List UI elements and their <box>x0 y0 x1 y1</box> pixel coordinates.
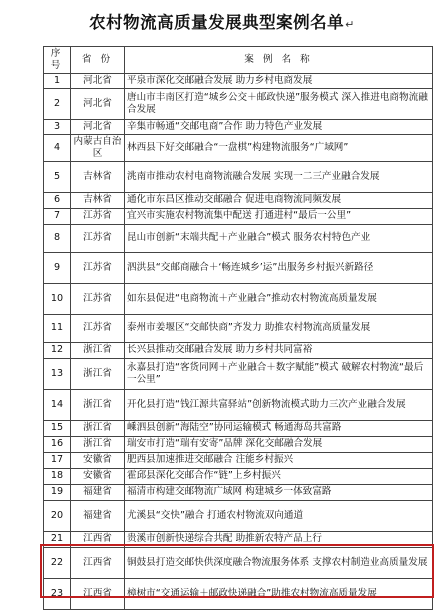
cell-case-name: 嵊泗县创新“海陆空”协同运输模式 畅通海岛共富路 <box>125 420 433 436</box>
cell-case-name: 平泉市深化交邮融合发展 助力乡村电商发展 <box>125 73 433 88</box>
cell-no: 10 <box>44 283 71 314</box>
table-row <box>44 547 433 578</box>
cell-province: 江苏省 <box>71 252 125 283</box>
cell-no: 4 <box>44 134 71 161</box>
cell-province: 吉林省 <box>71 161 125 192</box>
cell-province: 江苏省 <box>71 208 125 224</box>
cell-province: 浙江省 <box>71 436 125 452</box>
cell-no: 20 <box>44 500 71 531</box>
cell-case-name: 通化市东昌区推动交邮融合 促进电商物流同频发展 <box>125 192 433 208</box>
cell-no: 3 <box>44 119 71 134</box>
cell-case-name: 开化县打造“钱江源共富驿站”创新物流模式助力三次产业融合发展 <box>125 389 433 420</box>
cell-province: 安徽省 <box>71 452 125 468</box>
table-row <box>44 161 433 192</box>
cell-province: 吉林省 <box>71 192 125 208</box>
cell-province: 河北省 <box>71 73 125 88</box>
cell-no: 14 <box>44 389 71 420</box>
table-row <box>44 358 433 389</box>
cell-case-name: 铜鼓县打造交邮快供深度融合物流服务体系 支撑农村制造业高质量发展 <box>125 547 433 578</box>
table-row <box>44 208 433 224</box>
cell-province: 江苏省 <box>71 314 125 342</box>
table-row <box>44 224 433 252</box>
cell-province: 福建省 <box>71 500 125 531</box>
cell-case-name: 肥西县加速推进交邮融合 注能乡村振兴 <box>125 452 433 468</box>
cell-no: 6 <box>44 192 71 208</box>
cell-case-name: 唐山市丰南区打造“城乡公交＋邮政快递”服务模式 深入推进电商物流融合发展 <box>125 88 433 119</box>
table-row <box>44 134 433 161</box>
cell-case-name: 泰州市姜堰区“交邮快商”齐发力 助推农村物流高质量发展 <box>125 314 433 342</box>
cell-province: 浙江省 <box>71 420 125 436</box>
cell-case-name: 瑞安市打造“瑞有安寄”品牌 深化交邮融合发展 <box>125 436 433 452</box>
table-row <box>44 436 433 452</box>
cell-province: 浙江省 <box>71 358 125 389</box>
cell-no: 17 <box>44 452 71 468</box>
cell-case-name: 洮南市推动农村电商物流融合发展 实现一二三产业融合发展 <box>125 161 433 192</box>
cell-no: 1 <box>44 73 71 88</box>
cell-province: 安徽省 <box>71 468 125 484</box>
cell-case-name: 霍邱县深化交邮合作“链”上乡村振兴 <box>125 468 433 484</box>
table-row <box>44 389 433 420</box>
table-row <box>44 283 433 314</box>
cell-province: 江西省 <box>71 531 125 547</box>
cell-case-name: 宜兴市实施农村物流集中配送 打通进村“最后一公里” <box>125 208 433 224</box>
table-row <box>44 192 433 208</box>
cell-province: 内蒙古自治区 <box>71 134 125 161</box>
cell-province: 江苏省 <box>71 283 125 314</box>
table-row <box>44 578 433 609</box>
cell-no: 13 <box>44 358 71 389</box>
table-row <box>44 119 433 134</box>
cell-no: 12 <box>44 342 71 358</box>
cell-no: 19 <box>44 484 71 500</box>
cell-case-name: 辛集市畅通“交邮电商”合作 助力特色产业发展 <box>125 119 433 134</box>
cell-province: 浙江省 <box>71 342 125 358</box>
cell-no: 9 <box>44 252 71 283</box>
table-body <box>44 73 433 609</box>
cell-no: 21 <box>44 531 71 547</box>
cell-case-name: 长兴县推动交邮融合发展 助力乡村共同富裕 <box>125 342 433 358</box>
cell-province: 河北省 <box>71 119 125 134</box>
cell-no: 23 <box>44 578 71 609</box>
cell-no: 8 <box>44 224 71 252</box>
header-no: 序号 <box>44 47 71 74</box>
cell-province: 福建省 <box>71 484 125 500</box>
cell-case-name: 泗洪县“交邮商融合＋‘畅连城乡’运”出服务乡村振兴新路径 <box>125 252 433 283</box>
table-row <box>44 500 433 531</box>
table-row <box>44 531 433 547</box>
cell-case-name: 福清市构建交邮物流广域网 构建城乡一体致富路 <box>125 484 433 500</box>
cell-no: 2 <box>44 88 71 119</box>
table-row <box>44 314 433 342</box>
table-row <box>44 420 433 436</box>
table-row <box>44 73 433 88</box>
table-row <box>44 452 433 468</box>
cell-no: 15 <box>44 420 71 436</box>
table-row <box>44 88 433 119</box>
table-row <box>44 252 433 283</box>
header-row <box>44 47 433 74</box>
cell-province: 浙江省 <box>71 389 125 420</box>
cell-case-name: 如东县促进“电商物流＋产业融合”推动农村物流高质量发展 <box>125 283 433 314</box>
cell-no: 7 <box>44 208 71 224</box>
cell-no: 11 <box>44 314 71 342</box>
case-list-table <box>43 46 433 610</box>
cell-province: 江西省 <box>71 578 125 609</box>
cell-case-name: 贵溪市创新快递综合共配 助推新农特产品上行 <box>125 531 433 547</box>
cell-case-name: 永嘉县打造“客货同网＋产业融合＋数字赋能”模式 破解农村物流“最后一公里” <box>125 358 433 389</box>
cell-no: 16 <box>44 436 71 452</box>
document-title <box>0 9 444 33</box>
paragraph-mark: ↵ <box>345 18 355 31</box>
cell-case-name: 樟树市“交通运输＋邮政快递融合”助推农村物流高质量发展 <box>125 578 433 609</box>
header-province: 省 份 <box>71 47 125 74</box>
cell-province: 河北省 <box>71 88 125 119</box>
cell-province: 江西省 <box>71 547 125 578</box>
table-row <box>44 484 433 500</box>
table-row <box>44 468 433 484</box>
cell-case-name: 昆山市创新“末端共配＋产业融合”模式 服务农村特色产业 <box>125 224 433 252</box>
cell-case-name: 尤溪县“交快”融合 打通农村物流双向通道 <box>125 500 433 531</box>
cell-no: 18 <box>44 468 71 484</box>
title-text: 农村物流高质量发展典型案例名单 <box>89 13 345 32</box>
cell-no: 5 <box>44 161 71 192</box>
header-case-name: 案 例 名 称 <box>125 47 433 74</box>
cell-no: 22 <box>44 547 71 578</box>
cell-case-name: 林西县下好交邮融合“一盘棋”构建物流服务“广域网” <box>125 134 433 161</box>
table-row <box>44 342 433 358</box>
cell-province: 江苏省 <box>71 224 125 252</box>
